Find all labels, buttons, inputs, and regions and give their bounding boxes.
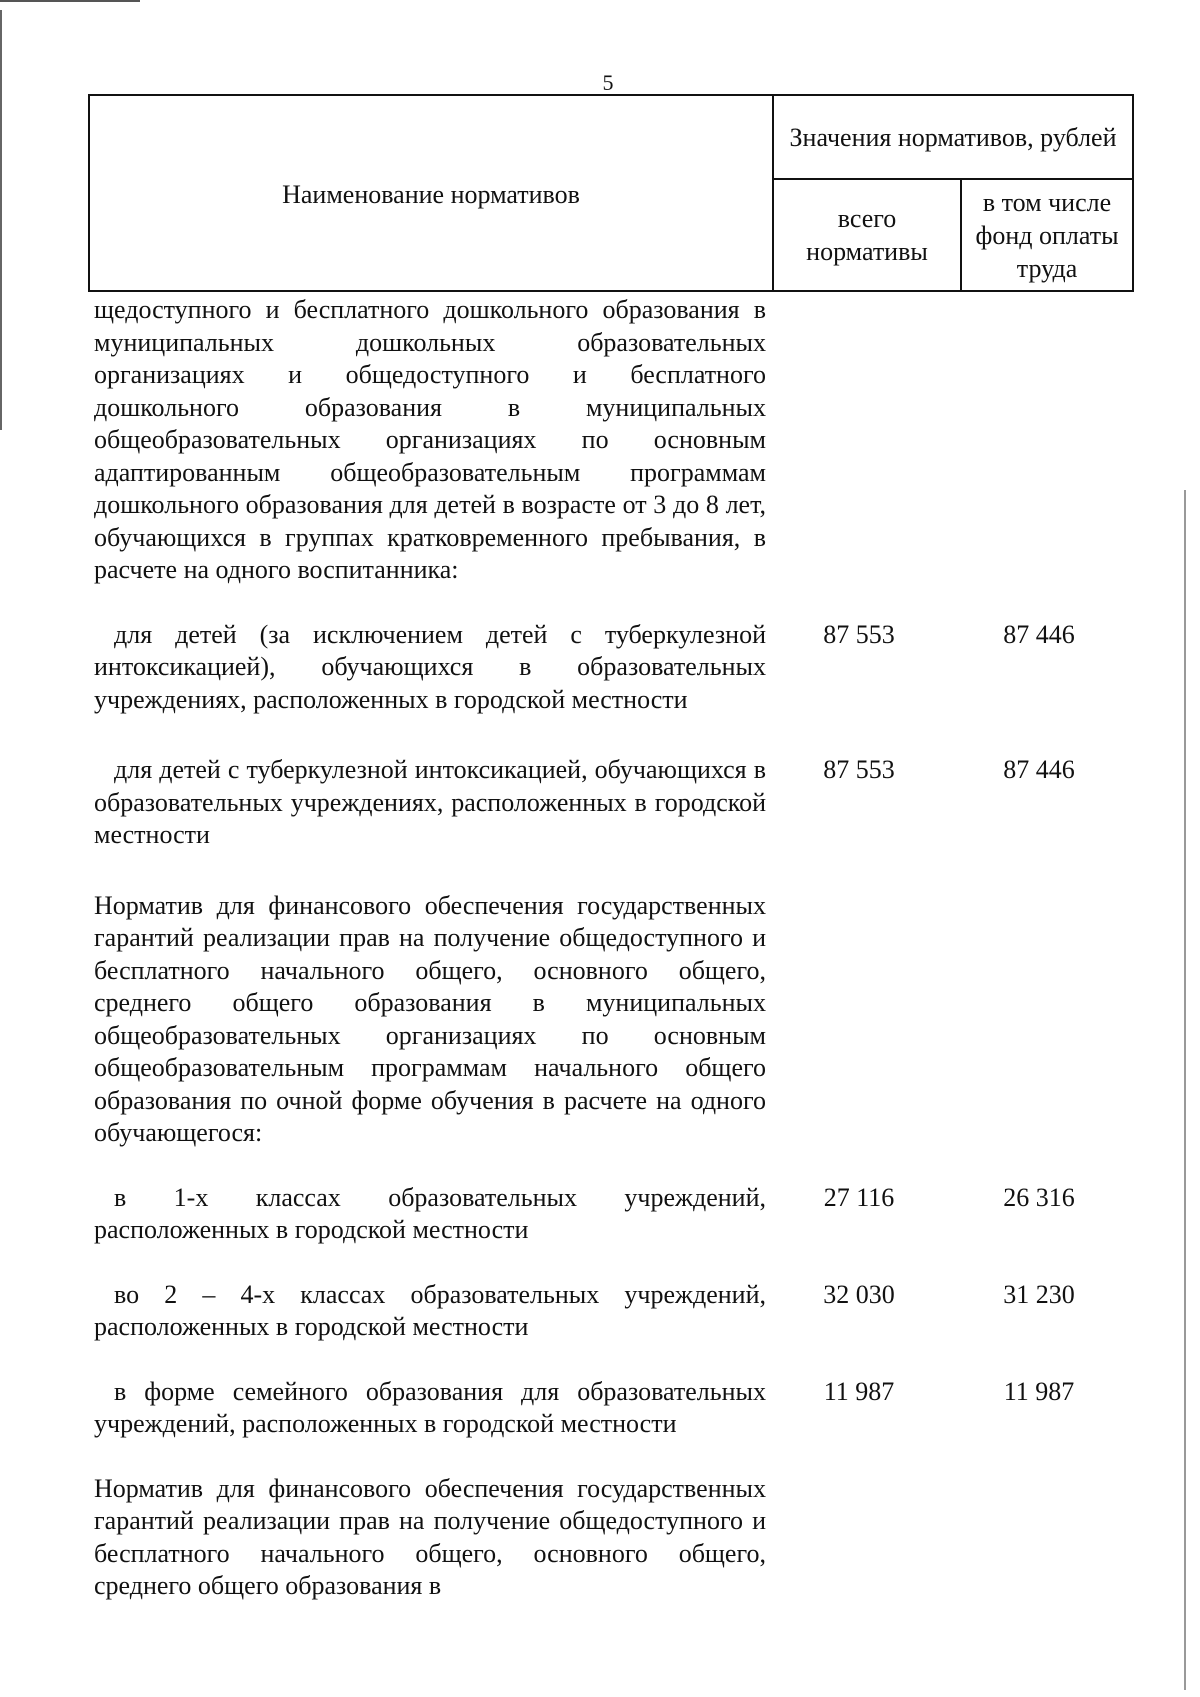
- table-header: [88, 94, 1134, 292]
- row-wage-value: [944, 1473, 1134, 1603]
- scan-edge-mark: [0, 0, 140, 2]
- table-row: [94, 619, 1134, 717]
- row-total-value: [766, 890, 944, 1150]
- row-wage-value: [944, 294, 1134, 587]
- row-text: для детей (за исключением детей с туберкулезной интоксикацией), обучающихся в образовательных учреждениях, расположенных в городской местности: [94, 619, 766, 714]
- table-row: [94, 1279, 1134, 1344]
- row-total-value: 11 987: [823, 1376, 895, 1406]
- header-wage-column: в том числе фонд оплаты труда: [961, 179, 1133, 291]
- row-total-value: [766, 1473, 944, 1603]
- row-total-value: [766, 294, 944, 587]
- row-total-value: 87 553: [823, 755, 895, 784]
- page-number: 5: [602, 70, 614, 95]
- scan-edge-line-left: [0, 10, 2, 430]
- row-text: щедоступного и бесплатного дошкольного образования в муниципальных дошкольных образовательных организациях и общедоступного и бесплатного дошкольного образования в муниципальных общеобразовательных организациях по основным адаптированным общеобразовательным программам дошкольного образования для детей в возрасте от 3 до 8 лет, обучающихся в группах кратковременного пребывания, в расчете на одного воспитанника:: [94, 295, 766, 584]
- row-text: Норматив для финансового обеспечения государственных гарантий реализации прав на получение общедоступного и бесплатного начального общего, основного общего, среднего общего образования в муниципальных общеобразовательных организациях по основным общеобразовательным программам начального общего образования по очной форме обучения в расчете на одного обучающегося:: [94, 890, 766, 1147]
- row-wage-value: 31 230: [1003, 1279, 1075, 1309]
- row-total-value: 27 116: [823, 1182, 895, 1212]
- row-total-value: 87 553: [823, 619, 895, 649]
- row-wage-value: 26 316: [1003, 1182, 1075, 1212]
- header-total-column: всего нормативы: [773, 179, 961, 291]
- row-text: в 1-х классах образовательных учреждений, расположенных в городской местности: [94, 1182, 766, 1244]
- row-text: для детей с туберкулезной интоксикацией, обучающихся в образовательных учреждениях, расположенных в городской местности: [94, 755, 766, 849]
- row-wage-value: 87 446: [1003, 619, 1075, 649]
- scan-edge-line-right: [1184, 490, 1186, 1690]
- row-wage-value: 11 987: [1003, 1376, 1075, 1406]
- row-text: в форме семейного образования для образовательных учреждений, расположенных в городской местности: [94, 1376, 766, 1438]
- table-row: [94, 1182, 1134, 1247]
- table-row: [94, 754, 1134, 852]
- header-values-group: Значения нормативов, рублей: [773, 95, 1133, 179]
- row-total-value: 32 030: [823, 1279, 895, 1309]
- table-row: [94, 1376, 1134, 1441]
- row-text: Норматив для финансового обеспечения государственных гарантий реализации прав на получение общедоступного и бесплатного начального общего, основного общего, среднего общего образования в: [94, 1473, 766, 1600]
- table-row: [94, 294, 1134, 587]
- row-wage-value: [944, 890, 1134, 1150]
- table-row: [94, 1473, 1134, 1603]
- table-body: [94, 294, 1134, 1603]
- row-wage-value: 87 446: [1003, 755, 1075, 784]
- row-text: во 2 – 4-х классах образовательных учреждений, расположенных в городской местности: [94, 1279, 766, 1341]
- table-row: [94, 890, 1134, 1150]
- header-name-column: Наименование нормативов: [89, 95, 773, 291]
